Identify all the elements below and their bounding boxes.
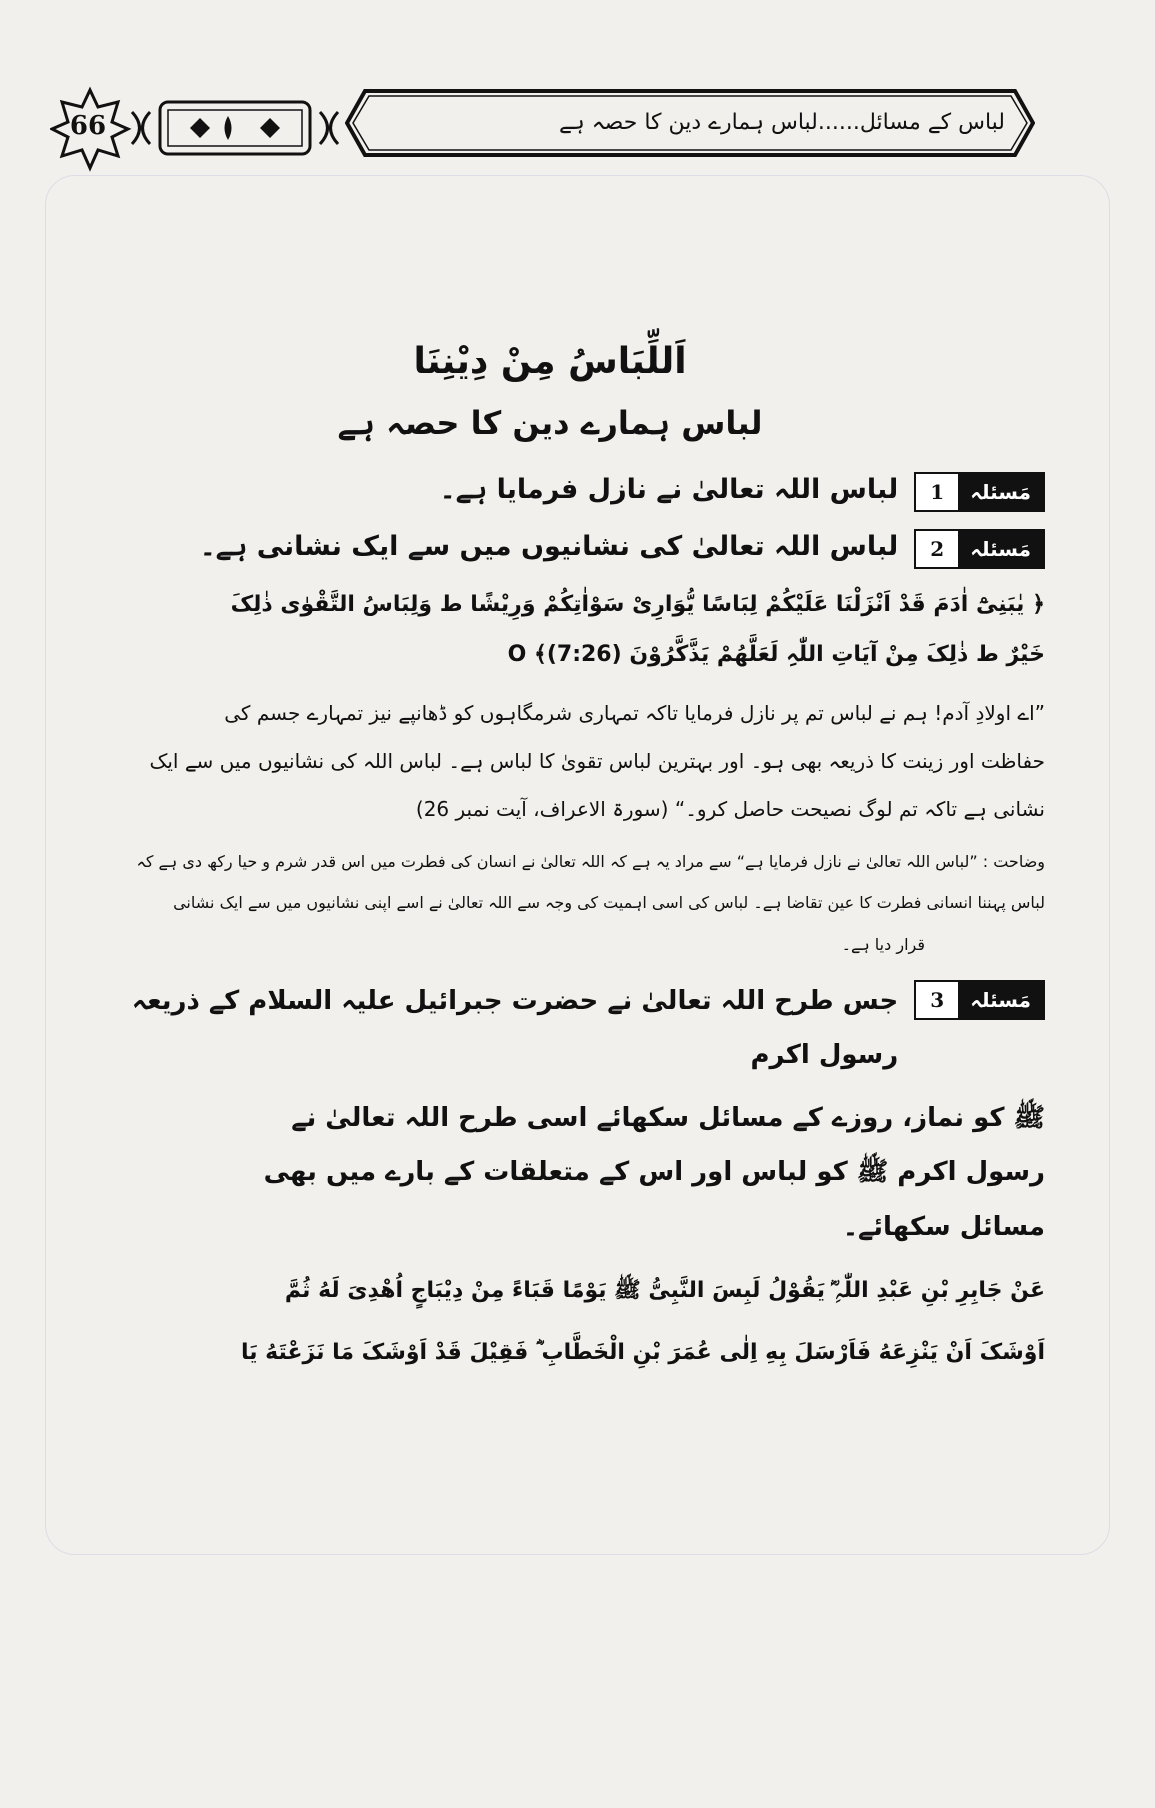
arabic-title: اَللِّبَاسُ مِنْ دِیْنِنَا xyxy=(413,341,687,382)
masala-text: لباس اللہ تعالیٰ کی نشانیوں میں سے ایک نشانی ہے۔ xyxy=(199,530,899,562)
urdu-title: لباس ہمارے دین کا حصہ ہے xyxy=(337,403,763,442)
hadith-block xyxy=(55,1265,1045,1381)
masala-label: مَسئلہ xyxy=(958,474,1043,510)
masala-3 xyxy=(55,974,1045,1083)
masala-number: 3 xyxy=(916,982,958,1018)
hadith-line: عَنْ جَابِرِ بْنِ عَبْدِ اللّٰہِ ؓ یَقُوْلُ لَبِسَ النَّبِیُّ ﷺ یَوْمًا قَبَاءً مِنْ دِیْبَاجٍ اُهْدِیَ لَهُ ثُمَّ xyxy=(284,1277,1045,1303)
explanation-line: وضاحت : ”لباس اللہ تعالیٰ نے نازل فرمایا ہے“ سے مراد یہ ہے کہ اللہ تعالیٰ نے انسان کی فطرت میں اس قدر شرم و حیا رکھ دی ہے کہ xyxy=(136,851,1045,871)
masala-label: مَسئلہ xyxy=(958,531,1043,567)
explanation-line: لباس پہننا انسانی فطرت کا عین تقاضا ہے۔ لباس کی اسی اہمیت کی وجہ سے اللہ تعالیٰ نے اسے اپنی نشانیوں میں سے ایک نشانی xyxy=(173,893,1045,913)
explanation-block xyxy=(55,841,1045,966)
masala-label: مَسئلہ xyxy=(958,982,1043,1018)
masala-text-line: مسائل سکھائے۔ xyxy=(842,1211,1045,1242)
masala-number: 1 xyxy=(916,474,958,510)
masala-text: لباس اللہ تعالیٰ نے نازل فرمایا ہے۔ xyxy=(439,474,899,506)
page-body xyxy=(55,330,1045,1380)
translation-line: نشانی ہے تاکہ تم لوگ نصیحت حاصل کرو۔“ (سورۃ الاعراف، آیت نمبر 26) xyxy=(415,796,1045,821)
masala-text-line: ﷺ کو نماز، روزے کے مسائل سکھائے اسی طرح اللہ تعالیٰ نے xyxy=(291,1102,1045,1133)
translation-block xyxy=(55,689,1045,833)
translation-line: ”اے اولادِ آدم! ہم نے لباس تم پر نازل فرمایا تاکہ تمہاری شرمگاہوں کو ڈھانپے نیز تمہارے جسم کی xyxy=(224,700,1045,725)
hadith-line: اَوْشَکَ اَنْ یَنْزِعَهُ فَاَرْسَلَ بِهِ اِلٰی عُمَرَ بْنِ الْخَطَّابِ ؓ فَقِیْلَ قَدْ اَوْشَکَ مَا نَزَعْتَهُ یَا xyxy=(240,1340,1045,1366)
masala-text: جس طرح اللہ تعالیٰ نے حضرت جبرائیل علیہ السلام کے ذریعہ رسول اکرم xyxy=(131,985,899,1071)
explanation-line: قرار دیا ہے۔ xyxy=(841,934,925,954)
ayah-block xyxy=(55,580,1045,681)
masala-2 xyxy=(55,523,1045,572)
masala-1 xyxy=(55,466,1045,515)
ayah-line: خَیْرٌ ط ذٰلِکَ مِنْ آیَاتِ اللّٰہِ لَعَلَّهُمْ یَذَّکَّرُوْنَ O ﴾(7:26) xyxy=(507,642,1045,668)
ayah-line: ﴿ یٰبَنِیْٓ اٰدَمَ قَدْ اَنْزَلْنَا عَلَیْکُمْ لِبَاسًا یُّوَارِیْ سَوْاٰتِکُمْ وَرِیْشًا ط وَلِبَاسُ التَّقْوٰی ذٰلِکَ xyxy=(230,591,1045,617)
page-number: 66 xyxy=(69,111,107,141)
masala-number: 2 xyxy=(916,531,958,567)
translation-line: حفاظت اور زینت کا ذریعہ بھی ہو۔ اور بہترین لباس تقویٰ کا لباس ہے۔ لباس اللہ کی نشانیوں میں سے ایک xyxy=(149,748,1045,773)
running-title: لباس کے مسائل......لباس ہمارے دین کا حصہ ہے xyxy=(559,110,1005,135)
masala-text-line: رسول اکرم ﷺ کو لباس اور اس کے متعلقات کے بارے میں بھی xyxy=(263,1157,1045,1188)
